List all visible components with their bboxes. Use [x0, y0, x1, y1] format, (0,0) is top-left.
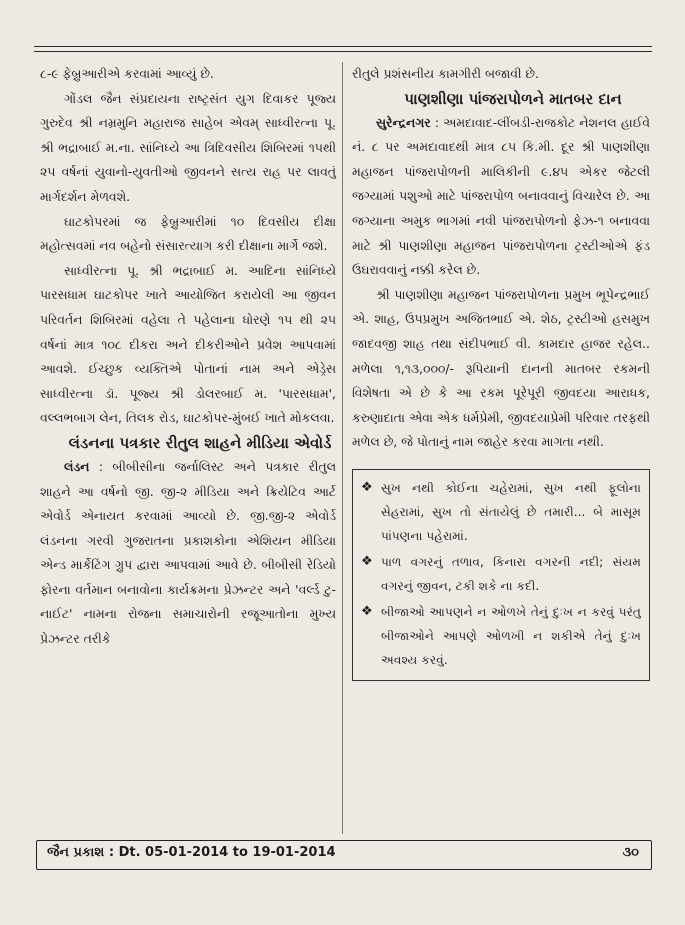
quote-text: પાળ વગરનું તળાવ, કિનારા વગરની નદી; સંયમ વગરનું જીવન, ટકી શકે ના કદી.: [381, 554, 641, 593]
diamond-bullet-icon: ❖: [361, 603, 373, 619]
paragraph: સાધ્વીરત્ના પૂ. શ્રી ભદ્રાબાઈ મ. આદિના સાંનિધ્યે પારસધામ ઘાટકોપર ખાતે આયોજિત કરાયેલી આ જીવન પરિવર્તન શિબિરમાં વહેલા તે પહેલાના ધોરણે ૧૫ થી ૨૫ વર્ષનાં માત્ર ૧૦૮ દીકરા અને દીકરીઓને પ્રવેશ આપવામાં આવશે. ઈચ્છુક વ્યક્તિએ પોતાનાં નામ અને એડ્રેસ સાધ્વીરત્ના ડૉ. પૂજ્ય શ્રી ડોલરબાઈ મ. 'પારસધામ', વલ્લભબાગ લેન, તિલક રોડ, ઘાટકોપર-મુંબઈ ખાતે મોકલવા.: [40, 262, 336, 426]
paragraph: રીતુલે પ્રશંસનીય કામગીરી બજાવી છે.: [352, 66, 539, 81]
paragraph: શ્રી પાણશીણા મહાજન પાંજરાપોળના પ્રમુખ ભૂપેન્દ્રભાઈ એ. શાહ, ઉપપ્રમુખ અજિતભાઈ એ. શેઠ, ટ્રસ્ટીઓ હસમુખ જાદવજી શાહ તથા સંદીપભાઈ વી. કામદાર હાજર રહેલ.. મળેલા ૧,૧૩,૦૦૦/- રૂપિયાની દાનની માતબર રકમની વિશેષતા એ છે કે આ રકમ પૂરેપૂરી જીવદયા આરાધક, કરુણાદાતા એવા એક ધર્મપ્રેમી, જીવદયાપ્રેમી પરિવાર તરફથી મળેલ છે, જે પોતાનું નામ જાહેર કરવા માગતા નથી.: [352, 286, 650, 450]
diamond-bullet-icon: ❖: [361, 479, 373, 495]
quotes-box: [352, 469, 650, 681]
left-column: [40, 62, 336, 652]
paragraph: [40, 455, 336, 652]
quote-item: [361, 476, 641, 548]
dateline: લંડન: [64, 458, 90, 474]
quote-item: [361, 600, 641, 672]
paragraph-text: : અમદાવાદ-લીંબડી-રાજકોટ નેશનલ હાઈવે નં. ૮ પર અમદાવાદથી માત્ર ૮૫ કિ.મી. દૂર શ્રી પાણશીણા મહાજન પાંજરાપોળની માલિકીની ૯.૪૫ એકર જેટલી જગ્યામાં પશુઓ માટે પાંજરાપોળ બનાવવાનું વિચારેલ છે. આ જગ્યાના અમુક ભાગમાં નવી પાંજરાપોળનો ફેઝ-૧ બનાવવા માટે શ્રી પાણશીણા મહાજન પાંજરાપોળના ટ્રસ્ટીઓએ ફંડ ઉઘરાવવાનું નક્કી કરેલ છે.: [352, 114, 650, 278]
column-divider: [342, 62, 343, 834]
header-rule: [34, 46, 652, 52]
article-heading: લંડનના પત્રકાર રીતુલ શાહને મીડિયા એવોર્ડ: [68, 433, 332, 452]
right-column: [352, 62, 650, 681]
paragraph: ૮-૯ ફેબ્રુઆરીએ કરવામાં આવ્યું છે.: [40, 66, 214, 81]
article-heading: પાણશીણા પાંજરાપોળને માતબર દાન: [404, 89, 622, 108]
footer-publication-label: જૈન પ્રકાશ : Dt. 05-01-2014 to 19-01-2014: [47, 845, 336, 860]
dateline: સુરેન્દ્રનગર: [376, 114, 431, 130]
quote-item: [361, 550, 641, 598]
quote-text: બીજાઓ આપણને ન ઓળખે તેનું દુઃખ ન કરવું પરંતુ બીજાઓને આપણે ઓળખી ન શકીએ તેનું દુઃખ અવશ્ય કરવું.: [381, 604, 641, 667]
paragraph: ઘાટકોપરમાં જ ફેબ્રુઆરીમાં ૧૦ દિવસીય દીક્ષા મહોત્સવમાં નવ બહેનો સંસારત્યાગ કરી દીક્ષાના માર્ગે જશે.: [40, 213, 336, 254]
page-number: ૩૦: [622, 845, 639, 860]
paragraph-text: : બીબીસીના જર્નાલિસ્ટ અને પત્રકાર રીતુલ શાહને આ વર્ષનો જી. જી-૨ મીડિયા અને ક્રિયેટિવ આર્ટ એવોર્ડ એનાયત કરવામાં આવ્યો છે. જી.જી-૨ એવોર્ડ લંડનના ગરવી ગુજરાતના પ્રકાશકોના એશિયન મીડિયા એન્ડ માર્કેટિંગ ગ્રુપ દ્વારા આપવામાં આવે છે. બીબીસી રેડિયો ફોરના વર્તમાન બનાવોના કાર્યક્રમના પ્રેઝન્ટર અને 'વર્લ્ડ ટુ-નાઈટ' નામના રોજના સમાચારોની રજૂઆતોના મુખ્ય પ્રેઝન્ટર તરીકે: [40, 458, 336, 647]
paragraph: ગોંડલ જૈન સંપ્રદાયના રાષ્ટ્રસંત યુગ દિવાકર પૂજ્ય ગુરુદેવ શ્રી નમ્રમુનિ મહારાજ સાહેબ એવમ્ સાધ્વીરત્ના પૂ. શ્રી ભદ્રાબાઈ મ.ના. સાંનિધ્યે આ ત્રિદિવસીય શિબિરમાં ૧૫થી ૨૫ વર્ષનાં યુવાનો-યુવતીઓ જીવનને સત્ય રાહ પર લાવતું માર્ગદર્શન મેળવશે.: [40, 90, 336, 204]
paragraph: [352, 111, 650, 283]
page-footer: [36, 840, 652, 870]
diamond-bullet-icon: ❖: [361, 553, 373, 569]
quote-text: સુખ નથી કોઈના ચહેરામાં, સુખ નથી ફૂલોના સેહરામાં, સુખ તો સંતાયેલું છે તમારી... બે માસૂમ પાંપણના પહેરામાં.: [381, 480, 641, 543]
